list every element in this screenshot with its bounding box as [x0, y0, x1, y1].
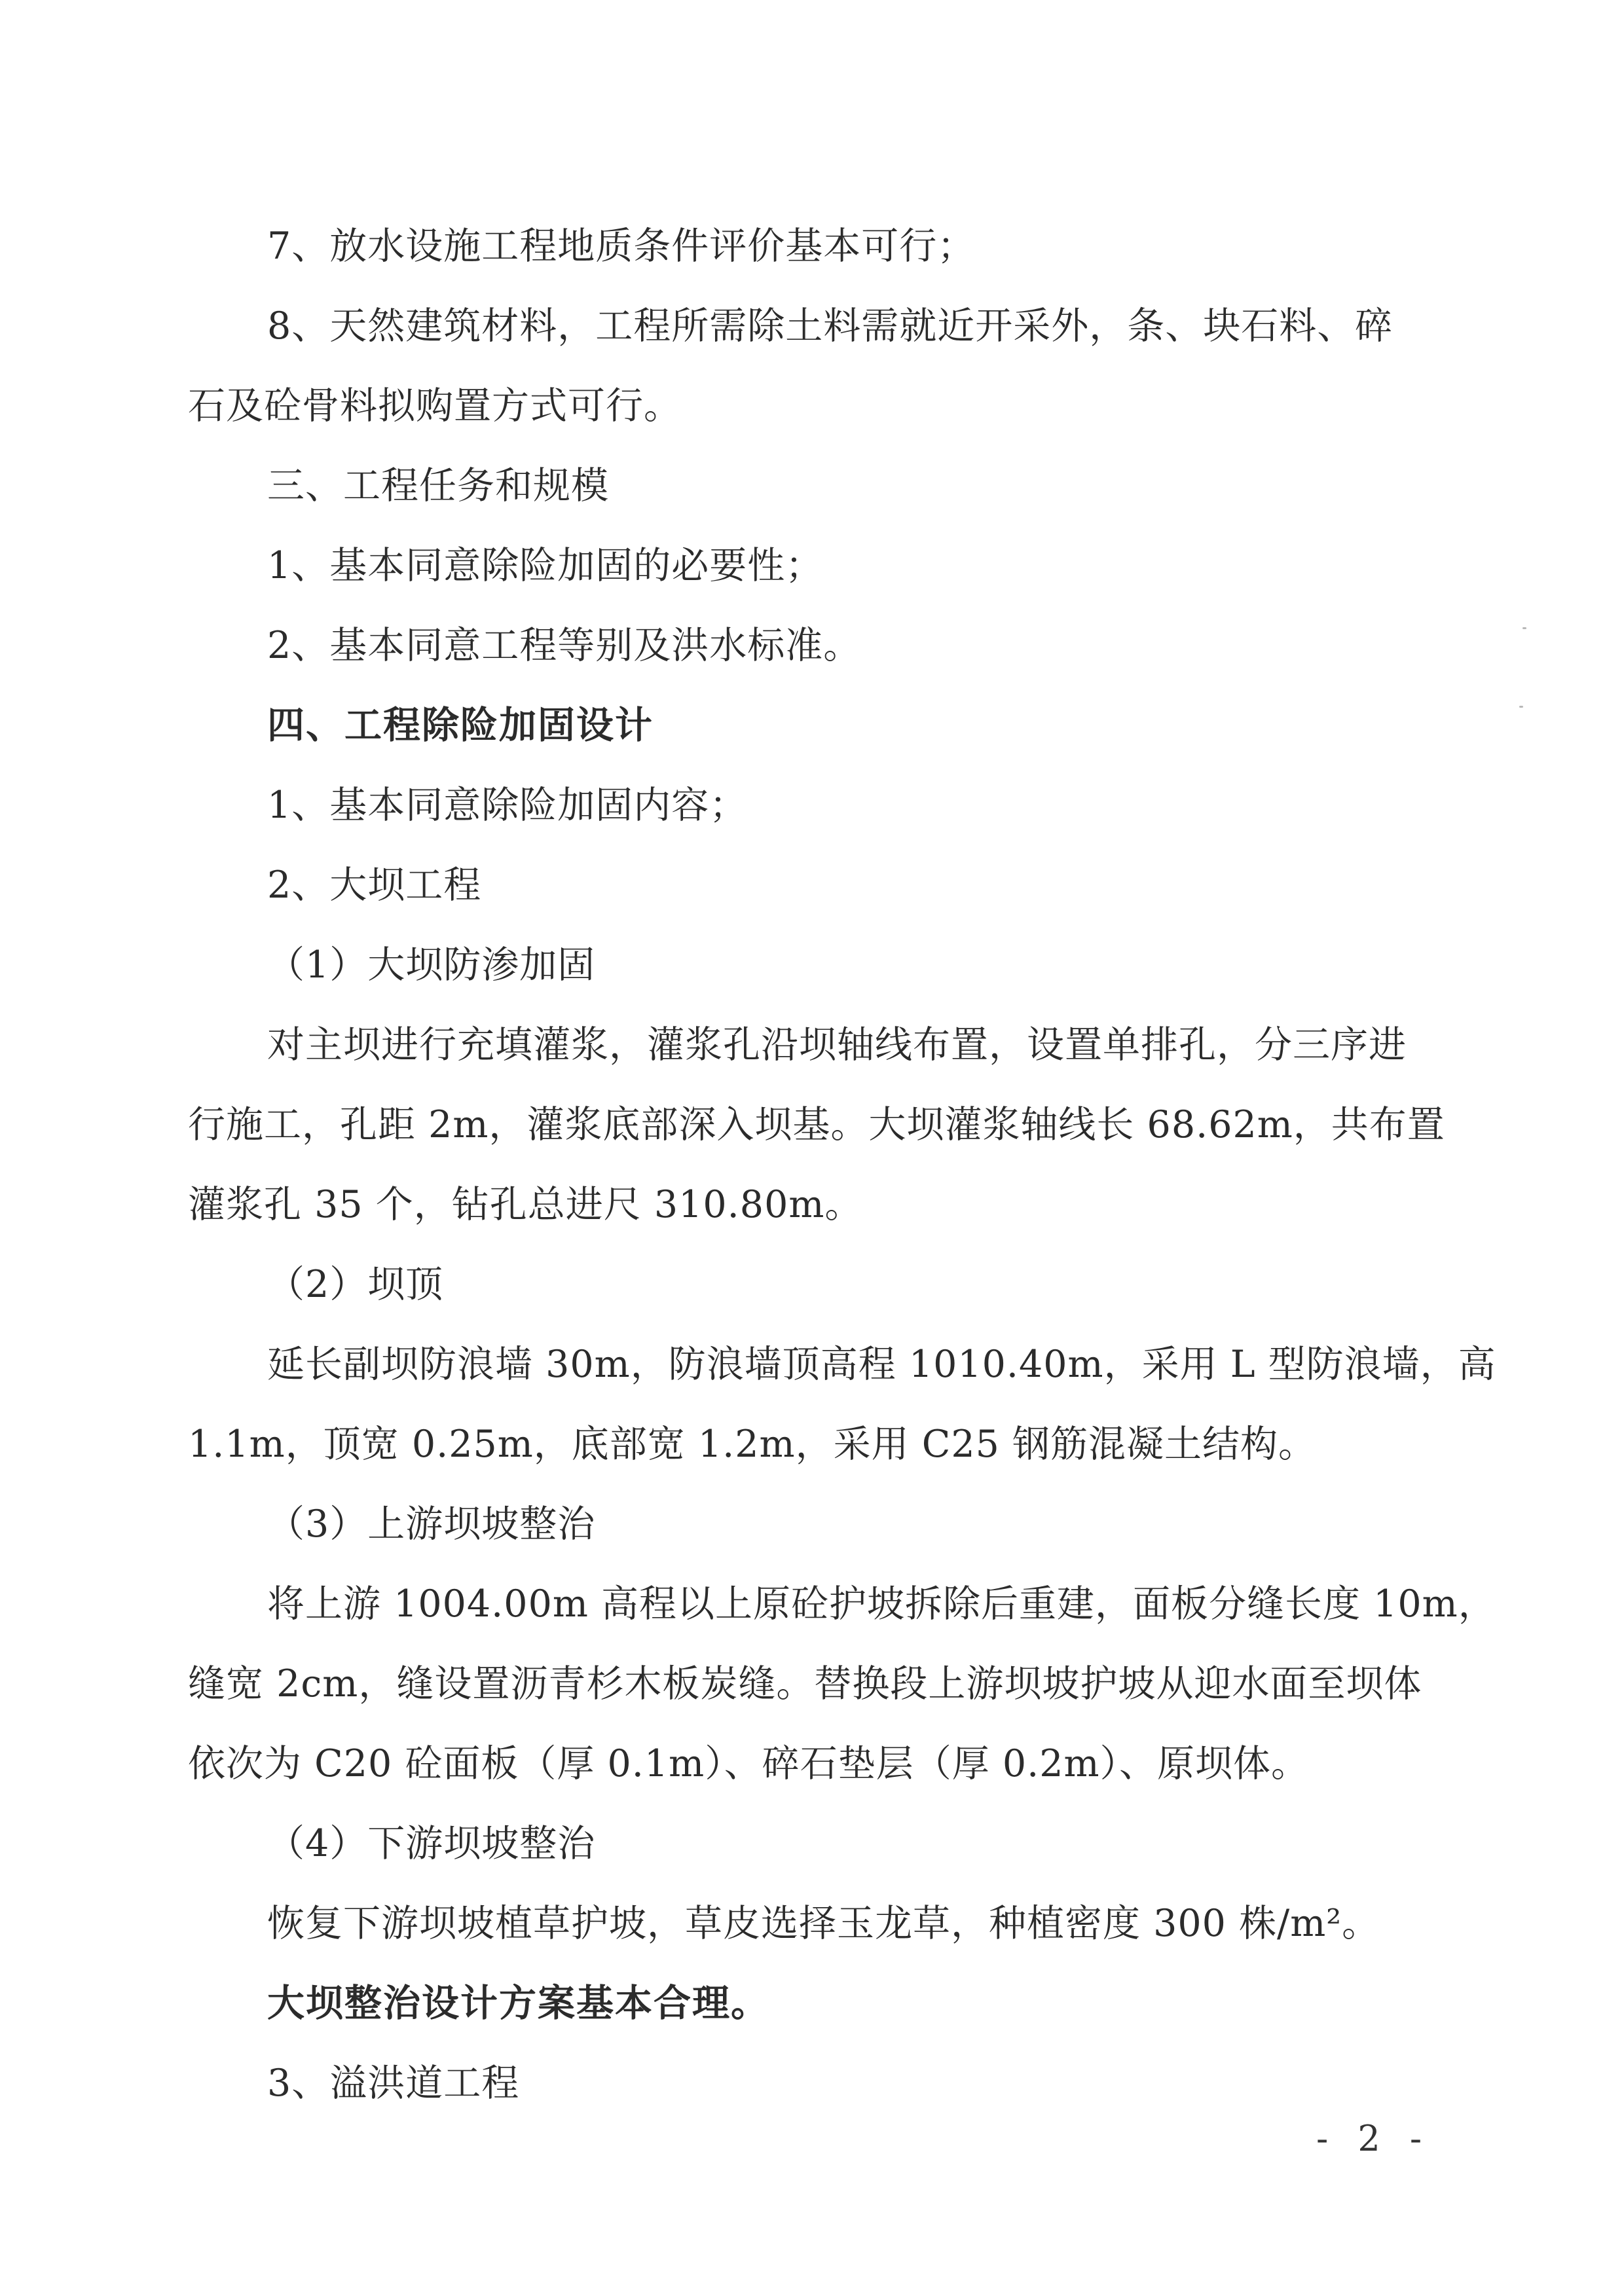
subsection-heading: （1）大坝防渗加固: [267, 943, 596, 987]
paragraph-line: 7、放水设施工程地质条件评价基本可行；: [267, 225, 976, 268]
paragraph-line: 1.1m，顶宽 0.25m，底部宽 1.2m，采用 C25 钢筋混凝土结构。: [188, 1423, 1316, 1466]
paragraph-line: 灌浆孔 35 个，钻孔总进尺 310.80m。: [188, 1183, 863, 1226]
paragraph-line: 1、基本同意除险加固的必要性；: [267, 544, 824, 587]
paragraph-line: 行施工，孔距 2m，灌浆底部深入坝基。大坝灌浆轴线长 68.62m，共布置: [188, 1103, 1445, 1146]
paragraph-line: 恢复下游坝坡植草护坡，草皮选择玉龙草，种植密度 300 株/m²。: [267, 1902, 1380, 1945]
paragraph-line: 对主坝进行充填灌浆，灌浆孔沿坝轴线布置，设置单排孔，分三序进: [267, 1023, 1407, 1066]
paragraph-line: 缝宽 2cm，缝设置沥青杉木板炭缝。替换段上游坝坡护坡从迎水面至坝体: [188, 1662, 1422, 1705]
subsection-heading: （4）下游坝坡整治: [267, 1822, 596, 1865]
section-heading: 四、工程除险加固设计: [267, 704, 654, 747]
conclusion-line: 大坝整治设计方案基本合理。: [267, 1982, 769, 2025]
subsection-heading: 2、大坝工程: [267, 864, 482, 907]
paragraph-line: 将上游 1004.00m 高程以上原砼护坡拆除后重建，面板分缝长度 10m，: [267, 1582, 1496, 1626]
subsection-heading: （3）上游坝坡整治: [267, 1503, 596, 1546]
paragraph-line: 依次为 C20 砼面板（厚 0.1m）、碎石垫层（厚 0.2m）、原坝体。: [188, 1742, 1310, 1785]
paragraph-line: 8、天然建筑材料，工程所需除土料需就近开采外，条、块石料、碎: [267, 304, 1393, 348]
paragraph-line: 石及砼骨料拟购置方式可行。: [188, 384, 682, 428]
paragraph-line: 1、基本同意除险加固内容；: [267, 784, 748, 827]
subsection-heading: 3、溢洪道工程: [267, 2062, 520, 2105]
section-heading: 三、工程任务和规模: [267, 464, 609, 507]
subsection-heading: （2）坝顶: [267, 1263, 444, 1306]
paragraph-line: 2、基本同意工程等别及洪水标准。: [267, 624, 862, 667]
scan-speck: [1519, 706, 1523, 708]
page-number: - 2 -: [1316, 2118, 1431, 2159]
paragraph-line: 延长副坝防浪墙 30m，防浪墙顶高程 1010.40m，采用 L 型防浪墙，高: [267, 1343, 1496, 1386]
scan-speck: [1522, 627, 1526, 629]
